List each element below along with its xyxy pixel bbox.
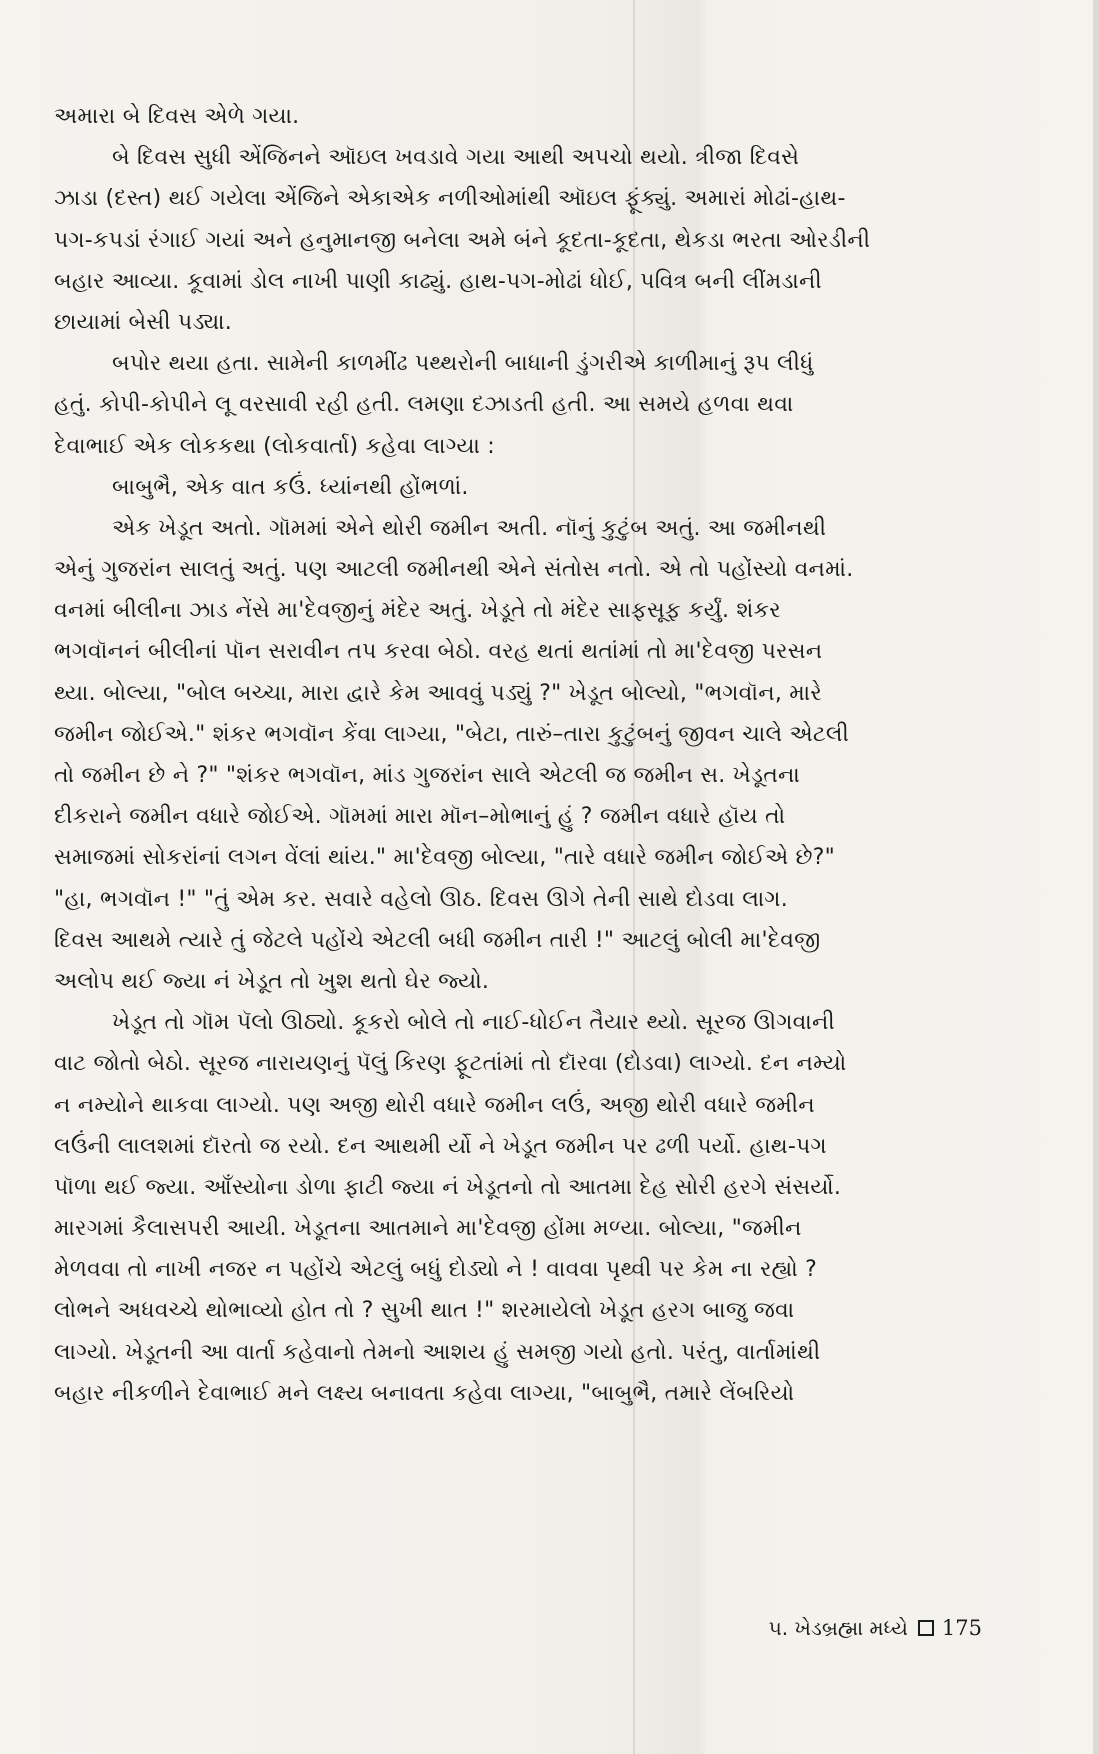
text-line: એનું ગુજરાંન સાલતું અતું. પણ આટલી જમીનથી એને સંતોસ નતો. એ તો પહોંસ્યો વનમાં. <box>54 557 854 583</box>
text-line: અલોપ થઈ જ્યા નં ખેડૂત તો ખુશ થતો ઘેર જ્યો. <box>54 968 490 994</box>
text-line: તો જમીન છે ને ?" "શંકર ભગવૉન, માંડ ગુજરાંન સાલે એટલી જ જમીન સ. ખેડૂતના <box>54 763 801 788</box>
text-line: લઉંની લાલશમાં દૉરતો જ રયો. દન આથમી ર્યો ને ખેડૂત જમીન પર ઢળી પર્યો. હાથ-પગ <box>54 1133 827 1159</box>
text-line: છાયામાં બેસી પડ્યા. <box>54 309 232 335</box>
text-line: થ્યા. બોલ્યા, "બોલ બચ્ચા, મારા દ્વારે કેમ આવવું પડ્યું ?" ખેડૂત બોલ્યો, "ભગવૉન, મારે <box>54 680 822 706</box>
text-line: મેળવવા તો નાખી નજર ન પહોંચે એટલું બધું દોડ્યો ને ! વાવવા પૃથ્વી પર કેમ ના રહ્યો ? <box>54 1257 817 1283</box>
text-line: વનમાં બીલીના ઝાડ નેંસે મા'દેવજીનું મંદેર અતું. ખેડૂતે તો મંદેર સાફસૂફ કર્યું. શંકર <box>54 598 781 624</box>
text-line: દિવસ આથમે ત્યારે તું જેટલે પહોંચે એટલી બધી જમીન તારી !" આટલું બોલી મા'દેવજી <box>54 927 821 953</box>
square-separator-icon <box>918 1620 934 1636</box>
text-line: વાટ જોતો બેઠો. સૂરજ નારાયણનું પૅલું કિરણ ફૂટતાંમાં તો દૉરવા (દોડવા) લાગ્યો. દન નમ્યો <box>54 1051 847 1077</box>
text-line: બપોર થયા હતા. સામેની કાળમીંઢ પથ્થરોની બાધાની ડુંગરીએ કાળીમાનું રૂપ લીધું <box>112 351 814 377</box>
page-edge <box>1093 0 1099 1754</box>
text-line: લોભને અધવચ્ચે થોભાવ્યો હોત તો ? સુખી થાત !" શરમાયેલો ખેડૂત હરગ બાજુ જવા <box>54 1298 795 1324</box>
text-line: ભગવૉનનં બીલીનાં પૉન સરાવીન તપ કરવા બેઠો. વરહ થતાં થતાંમાં તો મા'દેવજી પરસન <box>54 639 823 665</box>
text-line: હતું. કોપી-કોપીને લૂ વરસાવી રહી હતી. લમણા દઝાડતી હતી. આ સમયે હળવા થવા <box>54 392 794 418</box>
page-footer <box>700 1610 982 1646</box>
text-line: બે દિવસ સુધી એંજિનને ઑઇલ ખવડાવે ગયા આથી અપચો થયો. ત્રીજા દિવસે <box>112 145 800 171</box>
text-line: બાબુભૈ, એક વાત કઉં. ધ્યાંનથી હોંભળાં. <box>112 474 469 500</box>
text-line: દેવાભાઈ એક લોકકથા (લોકવાર્તા) કહેવા લાગ્યા : <box>54 433 495 459</box>
text-line: અમારા બે દિવસ એળે ગયા. <box>54 104 300 129</box>
text-line: બહાર આવ્યા. કૂવામાં ડોલ નાખી પાણી કાઢ્યું. હાથ-પગ-મોઢાં ધોઈ, પવિત્ર બની લીંમડાની <box>54 268 822 294</box>
text-line: ખેડૂત તો ગૉમ પૅલો ઊઠ્યો. કૂકરો બોલે તો નાઈ-ધોઈન તૈયાર થ્યો. સૂરજ ઊગવાની <box>112 1010 835 1036</box>
text-line: દીકરાને જમીન વધારે જોઈએ. ગૉમમાં મારા મૉન–મોભાનું હું ? જમીન વધારે હૉય તો <box>54 804 786 830</box>
text-line: "હા, ભગવૉન !" "તું એમ કર. સવારે વહેલો ઊઠ. દિવસ ઊગે તેની સાથે દોડવા લાગ. <box>54 886 788 912</box>
text-line: પૉળા થઈ જ્યા. આઁસ્યોના ડોળા ફાટી જ્યા નં ખેડૂતનો તો આતમા દેહ સોરી હરગે સંસર્યો. <box>54 1174 842 1200</box>
body-text <box>54 96 984 1414</box>
text-line: મારગમાં કૈલાસપરી આયી. ખેડૂતના આતમાને મા'દેવજી હોંમા મળ્યા. બોલ્યા, "જમીન <box>54 1216 802 1242</box>
text-line: સમાજમાં સોકરાંનાં લગન વેંલાં થાંય." મા'દેવજી બોલ્યા, "તારે વધારે જમીન જોઈએ છે?" <box>54 845 835 871</box>
page-number: 175 <box>941 1616 982 1640</box>
text-line: એક ખેડૂત અતો. ગૉમમાં એને થોરી જમીન અતી. નૉનું કુટુંબ અતું. આ જમીનથી <box>112 515 827 541</box>
text-line: પગ-કપડાં રંગાઈ ગયાં અને હનુમાનજી બનેલા અમે બંને કૂદતા-કૂદતા, થેકડા ભરતા ઓરડીની <box>54 227 871 253</box>
text-line: જમીન જોઈએ." શંકર ભગવૉન કેંવા લાગ્યા, "બેટા, તારું–તારા કુટુંબનું જીવન ચાલે એટલી <box>54 721 850 747</box>
chapter-title: ૫. ખેડબ્રહ્મા મધ્યે <box>768 1616 908 1640</box>
text-line: લાગ્યો. ખેડૂતની આ વાર્તા કહેવાનો તેમનો આશય હું સમજી ગયો હતો. પરંતુ, વાર્તામાંથી <box>54 1339 821 1365</box>
text-line: ન નમ્યોને થાકવા લાગ્યો. પણ અજી થોરી વધારે જમીન લઉં, અજી થોરી વધારે જમીન <box>54 1092 815 1118</box>
text-line: બહાર નીકળીને દેવાભાઈ મને લક્ષ્ય બનાવતા કહેવા લાગ્યા, "બાબુભૈ, તમારે લેંબરિયો <box>54 1380 795 1406</box>
text-line: ઝાડા (દસ્ત) થઈ ગયેલા એંજિને એકાએક નળીઓમાંથી ઑઇલ ફૂંક્યું. અમારાં મોઢાં-હાથ- <box>54 186 846 212</box>
